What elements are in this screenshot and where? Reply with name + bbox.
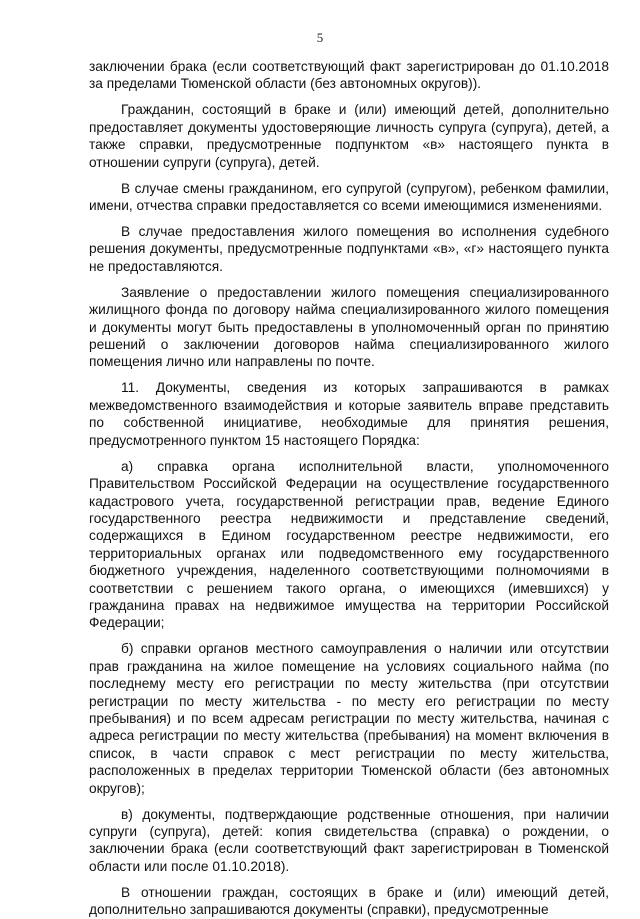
paragraph-name-change: В случае смены гражданином, его супругой (супругом), ребенком фамилии, имени, отчества справки предоставляется со всеми имеющимися изменениями. <box>89 180 609 214</box>
paragraph-subitem-v: в) документы, подтверждающие родственные отношения, при наличии супруги (супруга), детей: копия свидетельства (справка) о рождении, о заключении брака (если соответствующий факт зарегистрирован в Тюменской области или после 01.10.2018). <box>89 806 609 874</box>
paragraph-continuation: заключении брака (если соответствующий факт зарегистрирован до 01.10.2018 за пределами Тюменской области (без автономных округов)). <box>89 59 609 92</box>
document-body <box>89 58 609 919</box>
page-number: 5 <box>316 30 324 45</box>
paragraph-subitem-b: б) справки органов местного самоуправления о наличии или отсутствии прав гражданина на жилое помещение на условиях социального найма (по последнему месту его регистрации по месту жительства (при отсутствии регистрации по месту жительства - по месту его регистрации по месту пребывания) и по всем адресам регистрации по месту жительства, начиная с адреса регистрации по месту жительства (пребывания) на момент включения в список, в части справок с мест регистрации по месту жительства, расположенных в пределах территории Тюменской области (без автономных округов); <box>89 641 609 796</box>
paragraph-subitem-a: а) справка органа исполнительной власти, уполномоченного Правительством Российской Федерации на осуществление государственного кадастрового учета, государственной регистрации прав, ведение Единого государственного реестра недвижимости и представление сведений, содержащихся в Едином государственном реестре недвижимости, его территориальных органах или подведомственного ему государственного бюджетного учреждения, наделенного соответствующими полномочиями в соответствии с решением такого органа, о имеющихся (имевшихся) у гражданина правах на недвижимое имущества на территории Российской Федерации; <box>89 458 609 631</box>
paragraph-application-submission: Заявление о предоставлении жилого помещения специализированного жилищного фонда по договору найма специализированного жилого помещения и документы могут быть предоставлены в уполномоченный орган по принятию решений о заключении договоров найма специализированного жилого помещения лично или направлены по почте. <box>89 284 609 370</box>
paragraph-married-citizen: Гражданин, состоящий в браке и (или) имеющий детей, дополнительно предоставляет документы удостоверяющие личность супруга (супруга), детей, а также справки, предусмотренные подпунктом «в» настоящего пункта в отношении супруги (супруга), детей. <box>89 102 609 170</box>
paragraph-additional-requests: В отношении граждан, состоящих в браке и (или) имеющий детей, дополнительно запрашиваются документы (справки), предусмотренные <box>89 884 609 918</box>
paragraph-item-11: 11. Документы, сведения из которых запрашиваются в рамках межведомственного взаимодействия и которые заявитель вправе представить по собственной инициативе, необходимые для принятия решения, предусмотренного пунктом 15 настоящего Порядка: <box>89 380 609 448</box>
paragraph-court-decision: В случае предоставления жилого помещения во исполнения судебного решения документы, предусмотренные подпунктами «в», «г» настоящего пункта не предоставляются. <box>89 224 609 274</box>
